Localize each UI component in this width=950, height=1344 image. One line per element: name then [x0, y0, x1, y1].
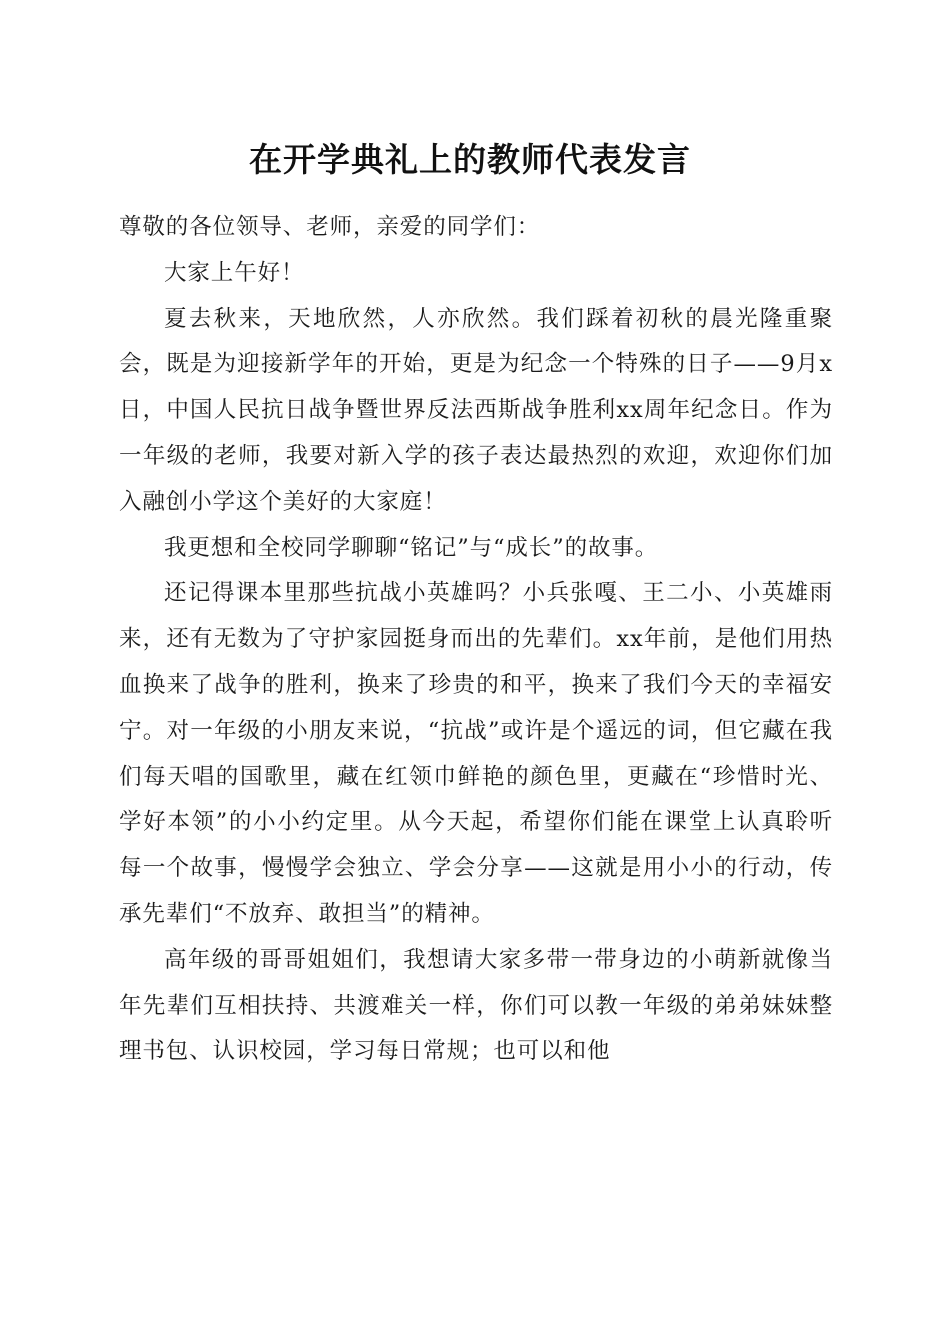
paragraph-senior-students: 高年级的哥哥姐姐们，我想请大家多带一带身边的小萌新就像当年先辈们互相扶持、共渡难关一样，你们可以教一年级的弟弟妹妹整理书包、认识校园，学习每日常规；也可以和他: [119, 946, 833, 1065]
document-title: 在开学典礼上的教师代表发言: [249, 140, 691, 179]
paragraph-opening: 夏去秋来，天地欣然，人亦欣然。我们踩着初秋的晨光隆重聚会，既是为迎接新学年的开始，更是为纪念一个特殊的日子——9月x日，中国人民抗日战争暨世界反法西斯战争胜利xx周年纪念日。作为一年级的老师，我要对新入学的孩子表达最热烈的欢迎，欢迎你们加入融创小学这个美好的大家庭！: [119, 305, 833, 515]
paragraph-heroes: 还记得课本里那些抗战小英雄吗？小兵张嘎、王二小、小英雄雨来，还有无数为了守护家园挺身而出的先辈们。xx年前，是他们用热血换来了战争的胜利，换来了珍贵的和平，换来了我们今天的幸福安宁。对一年级的小朋友来说，“抗战”或许是个遥远的词，但它藏在我们每天唱的国歌里，藏在红领巾鲜艳的颜色里，更藏在“珍惜时光、学好本领”的小小约定里。从今天起，希望你们能在课堂上认真聆听每一个故事，慢慢学会独立、学会分享——这就是用小小的行动，传承先辈们“不放弃、敢担当”的精神。: [119, 580, 833, 927]
document-body: [119, 205, 833, 1075]
paragraph-topic: 我更想和全校同学聊聊“铭记”与“成长”的故事。: [164, 534, 659, 561]
paragraph-greeting: 大家上午好！: [164, 259, 305, 286]
salutation: 尊敬的各位领导、老师，亲爱的同学们：: [119, 214, 541, 240]
